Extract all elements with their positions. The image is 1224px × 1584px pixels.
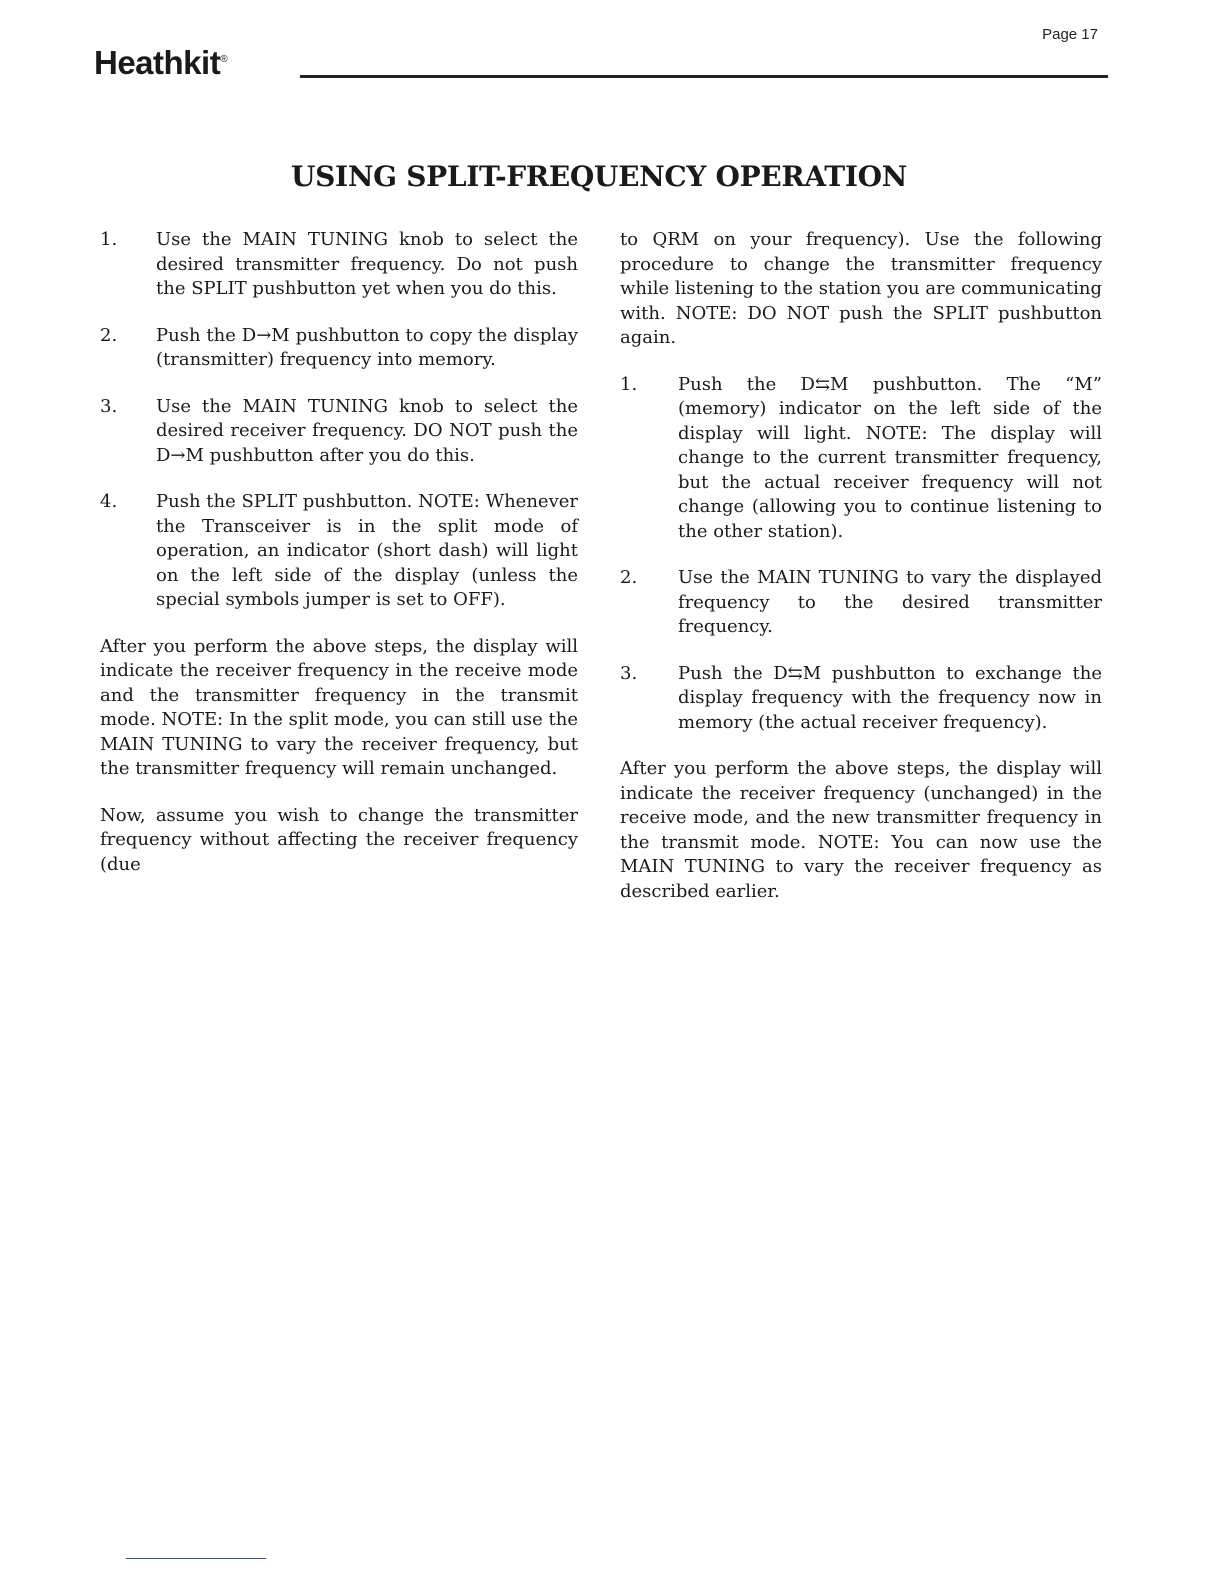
list-item [100, 395, 578, 469]
registered-mark: ® [220, 54, 228, 65]
body-paragraph: After you perform the above steps, the display will indicate the receiver frequency in the receive mode and the transmitter frequency in the transmit mode. NOTE: In the split mode, you can still use the MAIN TUNING to vary the receiver frequency, but the transmitter frequency will remain unchanged. [100, 635, 578, 779]
list-item [100, 324, 578, 373]
step-number: 1. [100, 229, 118, 250]
step-number: 3. [620, 662, 638, 684]
step-number: 2. [620, 567, 638, 588]
step-text: Push the D→M pushbutton to copy the display (transmitter) frequency into memory. [156, 324, 578, 370]
brand-logo [94, 44, 227, 82]
list-item [620, 566, 1102, 640]
list-item [620, 373, 1102, 545]
step-number: 2. [100, 324, 118, 346]
step-text: Use the MAIN TUNING knob to select the desired receiver frequency. DO NOT push the D→M pushbutton after you do this. [156, 395, 578, 466]
brand-name: Heathkit [94, 44, 221, 81]
step-number: 1. [620, 373, 638, 395]
body-paragraph: After you perform the above steps, the display will indicate the receiver frequency (unchanged) in the receive mode, and the new transmitter frequency in the transmit mode. NOTE: You can now use the MAIN TUNING to vary the receiver frequency as described earlier. [620, 758, 1102, 902]
body-paragraph: Now, assume you wish to change the transmitter frequency without affecting the receiver frequency (due [100, 804, 578, 875]
list-item [100, 490, 578, 613]
step-text: Use the MAIN TUNING knob to select the desired transmitter frequency. Do not push the SPLIT pushbutton yet when you do this. [156, 229, 578, 299]
body-paragraph: to QRM on your frequency). Use the following procedure to change the transmitter frequency while listening to the station you are communicating with. NOTE: DO NOT push the SPLIT pushbutton again. [620, 229, 1102, 348]
list-item [100, 228, 578, 302]
right-steps-list [620, 373, 1102, 736]
left-steps-list [100, 228, 578, 613]
page-title: USING SPLIT-FREQUENCY OPERATION [291, 160, 907, 193]
step-text: Push the D⇆M pushbutton to exchange the display frequency with the frequency now in memory (the actual receiver frequency). [678, 662, 1102, 733]
left-column [100, 228, 578, 899]
footer-rule [126, 1558, 266, 1559]
step-text: Use the MAIN TUNING to vary the displayed frequency to the desired transmitter frequency. [678, 567, 1102, 637]
right-column [620, 228, 1102, 926]
step-number: 4. [100, 491, 118, 512]
header-rule [300, 75, 1108, 78]
list-item [620, 662, 1102, 736]
step-text: Push the D⇆M pushbutton. The “M” (memory) indicator on the left side of the display will light. NOTE: The display will change to the current transmitter frequency, but the actual receiver frequency will not change (allowing you to continue listening to the other station). [678, 373, 1102, 542]
step-number: 3. [100, 395, 118, 417]
step-text: Push the SPLIT pushbutton. NOTE: Whenever the Transceiver is in the split mode of operation, an indicator (short dash) will light on the left side of the display (unless the special symbols jumper is set to OFF). [156, 491, 578, 610]
page-number: Page 17 [1042, 26, 1098, 43]
